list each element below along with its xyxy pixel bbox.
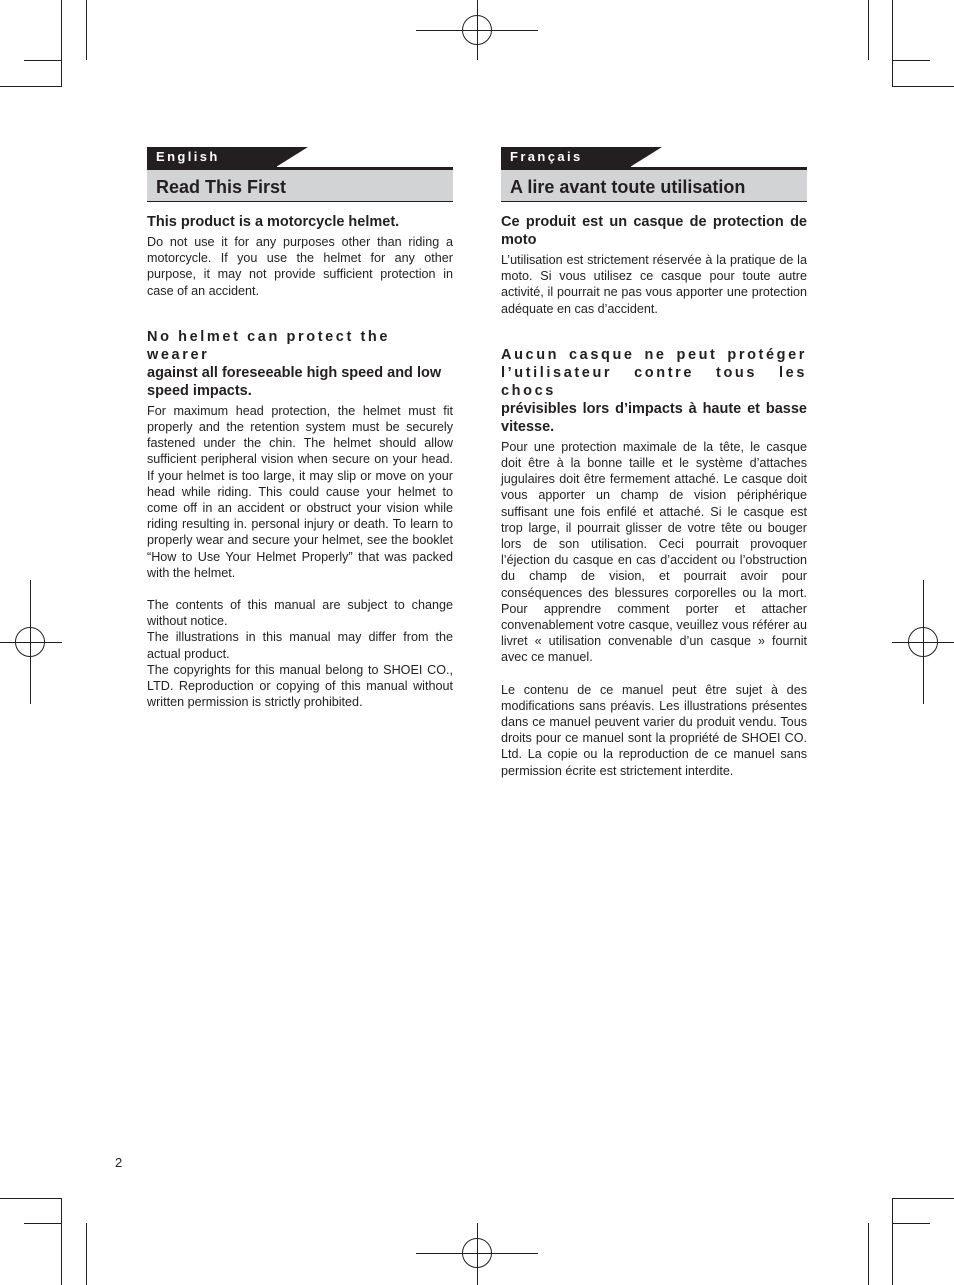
- subheading-protection: [147, 328, 453, 400]
- french-column: [501, 147, 807, 779]
- subheading-protection-line1: No helmet can protect the wearer: [147, 328, 391, 363]
- subheading-protection-rest: prévisibles lors d’impacts à haute et basse vitesse.: [501, 400, 807, 435]
- notice-manual: Le contenu de ce manuel peut être sujet à des modifications sans préavis. Les illustrations présentes dans ce manuel peuvent varier du produit vendu. Tous droits pour ce manuel sont la propriété de SHOEI CO. Ltd. La copie ou la reproduction de ce manuel sans permission écrite est strictement interdite.: [501, 682, 807, 778]
- language-tab-label: English: [147, 147, 277, 167]
- section-heading: Read This First: [147, 170, 453, 202]
- paragraph-product-use: Do not use it for any purposes other than riding a motorcycle. If you use the helmet for any other purpose, it may not provide sufficient protection in case of an accident.: [147, 235, 453, 298]
- paragraph-protection: For maximum head protection, the helmet must fit properly and the retention system must be securely fastened under the chin. The helmet should allow sufficient peripheral vision when secure on your head. If your helmet is too large, it may slip or move on your head while riding. This could cause your helmet to come off in an accident or obstruct your vision while riding resulting in. personal injury or death. To learn to properly wear and secure your helmet, see the booklet “How to Use Your Helmet Properly” that was packed with the helmet.: [147, 403, 453, 580]
- tab-wedge-decoration: [276, 147, 308, 167]
- subheading-product: This product is a motorcycle helmet.: [147, 214, 400, 230]
- notice-copyright: The copyrights for this manual belong to SHOEI CO., LTD. Reproduction or copying of this manual without written permission is strictly prohibited.: [147, 662, 453, 710]
- paragraph-protection: Pour une protection maximale de la tête, le casque doit être à la bonne taille et le système d’attaches jugulaires doit être fermement attaché. Le casque doit vous apporter un champ de vision périphérique suffisant une fois enfilé et attaché. Si le casque est trop large, il pourrait glisser de votre tête ou bouger lors de son utilisation. Ceci pourrait provoquer l’éjection du casque en cas d’accident ou l’obstruction du champ de vision, et pourrait avoir pour conséquences des blessures corporelles ou la mort. Pour apprendre comment porter et attacher convenablement votre casque, veuillez vous référer au livret « utilisation convenable d’un casque » fournit avec ce manuel.: [501, 439, 807, 665]
- notice-changes: The contents of this manual are subject to change without notice.: [147, 598, 453, 629]
- subheading-protection-line1: Aucun casque ne peut protéger l’utilisateur contre tous les chocs: [501, 346, 807, 399]
- section-heading: A lire avant toute utilisation: [501, 170, 807, 202]
- subheading-protection: [501, 346, 807, 436]
- paragraph-product-use: L’utilisation est strictement réservée à la pratique de la moto. Si vous utilisez ce casque pour toute autre activité, il pourrait ne pas vous apporter une protection adéquate en cas d’accident.: [501, 253, 807, 316]
- english-column: [147, 147, 453, 710]
- page-number: 2: [115, 1155, 123, 1170]
- subheading-protection-rest: against all foreseeable high speed and low speed impacts.: [147, 364, 442, 399]
- subheading-product: Ce produit est un casque de protection de moto: [501, 214, 807, 248]
- notice-illustrations: The illustrations in this manual may differ from the actual product.: [147, 630, 453, 661]
- language-tab-french: [501, 147, 807, 170]
- tab-wedge-decoration: [630, 147, 662, 167]
- language-tab-label: Français: [501, 147, 631, 167]
- language-tab-english: [147, 147, 453, 170]
